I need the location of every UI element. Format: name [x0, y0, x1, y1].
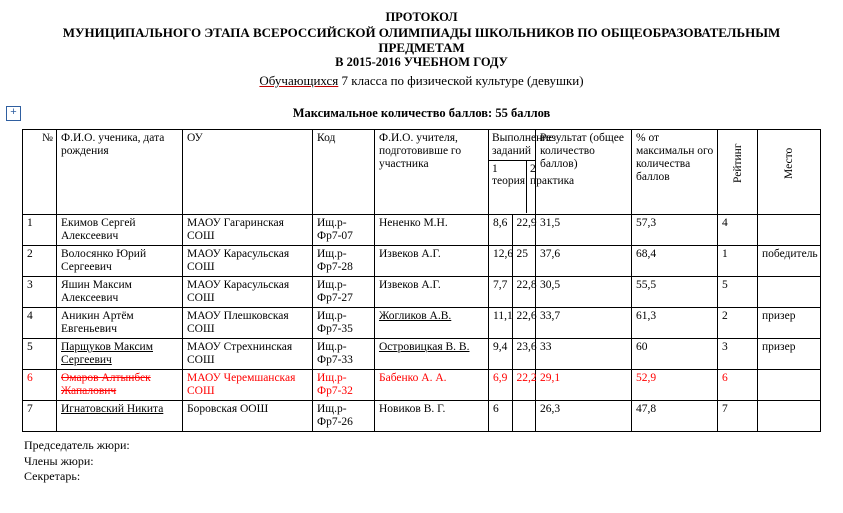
header-line-2: МУНИЦИПАЛЬНОГО ЭТАПА ВСЕРОССИЙСКОЙ ОЛИМПИАДЫ ШКОЛЬНИКОВ ПО ОБЩЕОБРАЗОВАТЕЛЬНЫМ ПРЕДМЕТАМ [62, 25, 781, 55]
header-num: № [23, 130, 57, 215]
table-header-row [23, 130, 821, 215]
cell-result: 30,5 [536, 277, 632, 308]
cell-percent: 52,9 [632, 370, 718, 401]
cell-code: Ищ.р-Фр7-07 [313, 215, 375, 246]
header-line-1: ПРОТОКОЛ [385, 10, 458, 24]
footer-secretary: Секретарь: [24, 469, 81, 483]
cell-num: 3 [23, 277, 57, 308]
cell-num: 4 [23, 308, 57, 339]
cell-student: Волосянко Юрий Сергеевич [57, 246, 183, 277]
cell-place [758, 370, 821, 401]
cell-rating: 4 [718, 215, 758, 246]
cell-task1: 9,4 [489, 339, 513, 370]
cell-task2: 22,2 [512, 370, 536, 401]
cell-task1: 8,6 [489, 215, 513, 246]
table-row [23, 370, 821, 401]
cell-task2: 25 [512, 246, 536, 277]
cell-student: Омаров Алтынбек Жапалович [57, 370, 183, 401]
table-row [23, 339, 821, 370]
table-row [23, 246, 821, 277]
document-footer [0, 432, 843, 485]
cell-student: Яшин Максим Алексеевич [57, 277, 183, 308]
header-tasks-subrow [489, 161, 575, 213]
cell-place [758, 215, 821, 246]
cell-place [758, 401, 821, 432]
cell-school: МАОУ Стрехнинская СОШ [183, 339, 313, 370]
cell-task2 [512, 401, 536, 432]
cell-school: МАОУ Черемшанская СОШ [183, 370, 313, 401]
cell-percent: 47,8 [632, 401, 718, 432]
cell-school: МАОУ Карасульская СОШ [183, 246, 313, 277]
header-student: Ф.И.О. ученика, дата рождения [57, 130, 183, 215]
cell-school: МАОУ Плешковская СОШ [183, 308, 313, 339]
table-row [23, 401, 821, 432]
cell-code: Ищ.р-Фр7-27 [313, 277, 375, 308]
cell-teacher: Новиков В. Г. [375, 401, 489, 432]
cell-student: Екимов Сергей Алексеевич [57, 215, 183, 246]
cell-task1: 11,1 [489, 308, 513, 339]
cell-teacher: Островицкая В. В. [375, 339, 489, 370]
header-place-label: Место [783, 147, 795, 179]
cell-percent: 68,4 [632, 246, 718, 277]
header-tasks-group [489, 130, 575, 215]
header-code: Код [313, 130, 375, 215]
cell-task1: 6,9 [489, 370, 513, 401]
cell-rating: 3 [718, 339, 758, 370]
header-line-4-rest: 7 класса по физической культуре (девушки) [338, 73, 584, 88]
table-row [23, 308, 821, 339]
document-header [0, 0, 843, 89]
cell-result: 37,6 [536, 246, 632, 277]
cell-num: 6 [23, 370, 57, 401]
cell-result: 29,1 [536, 370, 632, 401]
header-line-3: В 2015-2016 УЧЕБНОМ ГОДУ [335, 55, 508, 69]
cell-result: 33,7 [536, 308, 632, 339]
header-tasks-group-label: Выполнение заданий [489, 130, 535, 161]
cell-rating: 6 [718, 370, 758, 401]
cell-result: 31,5 [536, 215, 632, 246]
cell-place [758, 277, 821, 308]
cell-teacher: Нененко М.Н. [375, 215, 489, 246]
cell-place: призер [758, 308, 821, 339]
cell-num: 7 [23, 401, 57, 432]
cell-rating: 2 [718, 308, 758, 339]
cell-rating: 5 [718, 277, 758, 308]
cell-school: МАОУ Карасульская СОШ [183, 277, 313, 308]
cell-rating: 7 [718, 401, 758, 432]
protocol-table [22, 129, 821, 432]
cell-teacher: Жогликов А.В. [375, 308, 489, 339]
cell-percent: 61,3 [632, 308, 718, 339]
header-result: Результат (общее количество баллов) [536, 130, 632, 215]
cell-place: призер [758, 339, 821, 370]
table-body [23, 215, 821, 432]
cell-student: Парщуков Максим Сергеевич [57, 339, 183, 370]
header-task1: 1 теория [489, 161, 527, 213]
max-points-label: Максимальное количество баллов: 55 баллов [292, 106, 551, 120]
table-row [23, 277, 821, 308]
cell-percent: 55,5 [632, 277, 718, 308]
cell-num: 2 [23, 246, 57, 277]
cell-percent: 60 [632, 339, 718, 370]
header-place [758, 130, 821, 215]
cell-school: Боровская ООШ [183, 401, 313, 432]
cell-code: Ищ.р-Фр7-35 [313, 308, 375, 339]
header-percent: % от максимальн ого количества баллов [632, 130, 718, 215]
cell-teacher: Извеков А.Г. [375, 277, 489, 308]
table-row [23, 215, 821, 246]
cell-task2: 22,6 [512, 308, 536, 339]
cell-code: Ищ.р-Фр7-28 [313, 246, 375, 277]
cell-num: 5 [23, 339, 57, 370]
cell-school: МАОУ Гагаринская СОШ [183, 215, 313, 246]
cell-result: 33 [536, 339, 632, 370]
cell-task1: 6 [489, 401, 513, 432]
cell-student: Игнатовский Никита [57, 401, 183, 432]
cell-result: 26,3 [536, 401, 632, 432]
cell-teacher: Извеков А.Г. [375, 246, 489, 277]
footer-members: Члены жюри: [24, 453, 94, 468]
cell-code: Ищ.р-Фр7-32 [313, 370, 375, 401]
cell-code: Ищ.р-Фр7-26 [313, 401, 375, 432]
cell-task1: 12,6 [489, 246, 513, 277]
cell-percent: 57,3 [632, 215, 718, 246]
header-rating-label: Рейтинг [731, 143, 744, 183]
cell-task2: 22,9 [512, 215, 536, 246]
cell-student: Аникин Артём Евгеньевич [57, 308, 183, 339]
header-line-4 [0, 72, 843, 89]
cell-rating: 1 [718, 246, 758, 277]
footer-chairman: Председатель жюри: [24, 438, 130, 452]
cell-num: 1 [23, 215, 57, 246]
cell-task2: 22,8 [512, 277, 536, 308]
cell-task1: 7,7 [489, 277, 513, 308]
cell-code: Ищ.р-Фр7-33 [313, 339, 375, 370]
protocol-table-wrap [0, 129, 843, 432]
cell-teacher: Бабенко А. А. [375, 370, 489, 401]
header-rating [718, 130, 758, 215]
header-line-4-underlined: Обучающихся [259, 73, 339, 88]
header-school: ОУ [183, 130, 313, 215]
header-task2: 2 практика [530, 163, 575, 187]
header-teacher: Ф.И.О. учителя, подготовивше го участника [375, 130, 489, 215]
anchor-plus-icon[interactable] [6, 106, 21, 121]
cell-task2: 23,6 [512, 339, 536, 370]
cell-place: победитель [758, 246, 821, 277]
